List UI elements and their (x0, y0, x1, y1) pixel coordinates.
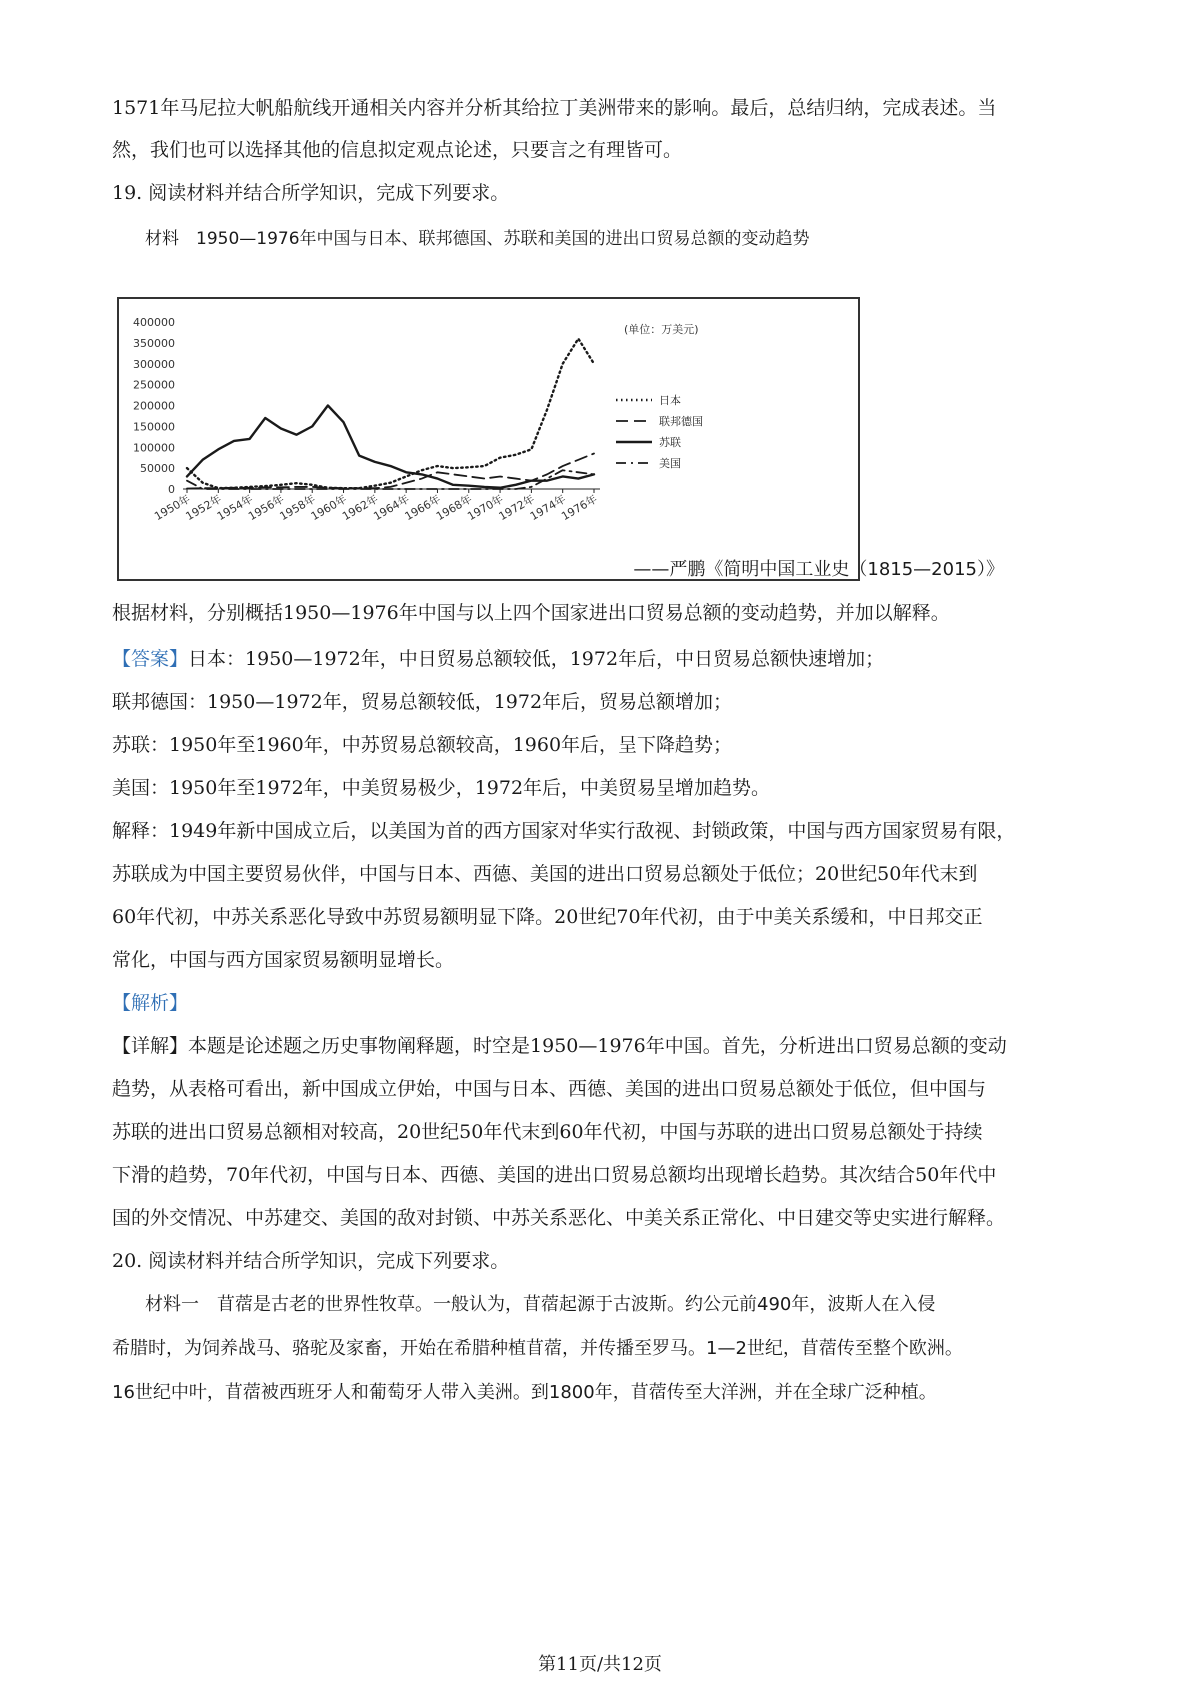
x-tick-label: 1964年 (371, 492, 412, 524)
material-title: 材料 1950—1976年中国与日本、联邦德国、苏联和美国的进出口贸易总额的变动趋势 (145, 229, 810, 249)
unit-label: (单位：万美元) (624, 323, 699, 336)
x-tick-label: 1976年 (559, 492, 600, 524)
x-tick-label: 1954年 (214, 492, 256, 524)
detail-line (112, 1034, 1007, 1058)
answer-line: 美国：1950年至1972年，中美贸易极少，1972年后，中美贸易呈增加趋势。 (112, 777, 771, 799)
detail-line: 下滑的趋势，70年代初，中国与日本、西德、美国的进出口贸易总额均出现增长趋势。其次结合50年代中 (112, 1164, 997, 1186)
material-line: 材料一 苜蓿是古老的世界性牧草。一般认为，苜蓿起源于古波斯。约公元前490年，波斯人在入侵 (145, 1294, 936, 1315)
question-20-prompt: 20. 阅读材料并结合所学知识，完成下列要求。 (112, 1250, 510, 1272)
answer-line: 常化，中国与西方国家贸易额明显增长。 (112, 949, 455, 971)
detail-line: 苏联的进出口贸易总额相对较高，20世纪50年代末到60年代初，中国与苏联的进出口贸易总额处于持续 (112, 1121, 983, 1143)
material-line: 16世纪中叶，苜蓿被西班牙人和葡萄牙人带入美洲。到1800年，苜蓿传至大洋洲，并在全球广泛种植。 (112, 1382, 937, 1403)
question-19-text: 根据材料，分别概括1950—1976年中国与以上四个国家进出口贸易总额的变动趋势，并加以解释。 (112, 602, 950, 624)
trade-chart-svg (119, 299, 858, 579)
y-tick-label: 300000 (133, 357, 175, 371)
answer-line: 苏联：1950年至1960年，中苏贸易总额较高，1960年后，呈下降趋势； (112, 734, 733, 756)
x-tick-label: 1962年 (340, 492, 381, 524)
material-line: 希腊时，为饲养战马、骆驼及家畜，开始在希腊种植苜蓿，并传播至罗马。1—2世纪，苜蓿传至整个欧洲。 (112, 1338, 963, 1359)
page-footer: 第11页/共12页 (538, 1654, 662, 1675)
legend-label: 联邦德国 (659, 415, 703, 428)
answer-line (112, 647, 884, 671)
y-tick-label: 400000 (133, 316, 175, 329)
x-tick-label: 1972年 (496, 492, 537, 524)
answer-line: 苏联成为中国主要贸易伙伴，中国与日本、西德、美国的进出口贸易总额处于低位；20世纪50年代末到 (112, 863, 978, 885)
detail-tag: 【详解】 (112, 1035, 189, 1057)
x-tick-label: 1952年 (183, 492, 224, 524)
y-tick-label: 350000 (133, 336, 175, 350)
legend-label: 苏联 (659, 436, 681, 449)
legend-label: 日本 (659, 394, 681, 407)
answer-text: 日本：1950—1972年，中日贸易总额较低，1972年后，中日贸易总额快速增加； (188, 648, 885, 670)
analysis-tag: 【解析】 (112, 992, 189, 1014)
x-tick-label: 1974年 (527, 492, 569, 524)
answer-line: 联邦德国：1950—1972年，贸易总额较低，1972年后，贸易总额增加； (112, 691, 733, 713)
x-tick-label: 1958年 (277, 492, 318, 524)
detail-text: 本题是论述题之历史事物阐释题，时空是1950—1976年中国。首先，分析进出口贸易总额的变动 (188, 1035, 1007, 1057)
x-tick-label: 1960年 (308, 492, 350, 524)
paragraph-line: 1571年马尼拉大帆船航线开通相关内容并分析其给拉丁美洲带来的影响。最后，总结归纳，完成表述。当 (112, 97, 997, 119)
material-source: ——严鹏《简明中国工业史（1815—2015）》 (633, 559, 1004, 580)
answer-tag: 【答案】 (112, 648, 189, 670)
detail-line: 国的外交情况、中苏建交、美国的敌对封锁、中苏关系恶化、中美关系正常化、中日建交等史实进行解释。 (112, 1207, 1006, 1229)
x-tick-label: 1966年 (402, 492, 443, 524)
y-tick-label: 150000 (133, 420, 175, 434)
paragraph-line: 然，我们也可以选择其他的信息拟定观点论述，只要言之有理皆可。 (112, 139, 683, 161)
trade-chart (117, 297, 860, 581)
detail-line: 趋势，从表格可看出，新中国成立伊始，中国与日本、西德、美国的进出口贸易总额处于低位，但中国与 (112, 1078, 987, 1100)
answer-line: 60年代初，中苏关系恶化导致中苏贸易额明显下降。20世纪70年代初，由于中美关系缓和，中日邦交正 (112, 906, 983, 928)
x-tick-label: 1950年 (152, 492, 193, 524)
x-tick-label: 1956年 (246, 492, 287, 524)
x-tick-label: 1968年 (433, 492, 475, 524)
legend-label: 美国 (659, 457, 681, 470)
x-tick-label: 1970年 (465, 492, 506, 524)
y-tick-label: 100000 (133, 441, 175, 455)
question-19-prompt: 19. 阅读材料并结合所学知识，完成下列要求。 (112, 182, 510, 204)
y-tick-label: 0 (168, 483, 175, 496)
answer-line: 解释：1949年新中国成立后，以美国为首的西方国家对华实行敌视、封锁政策，中国与西方国家贸易有限， (112, 820, 1016, 842)
y-tick-label: 200000 (133, 399, 175, 413)
y-tick-label: 250000 (133, 378, 175, 392)
y-tick-label: 50000 (140, 462, 175, 476)
